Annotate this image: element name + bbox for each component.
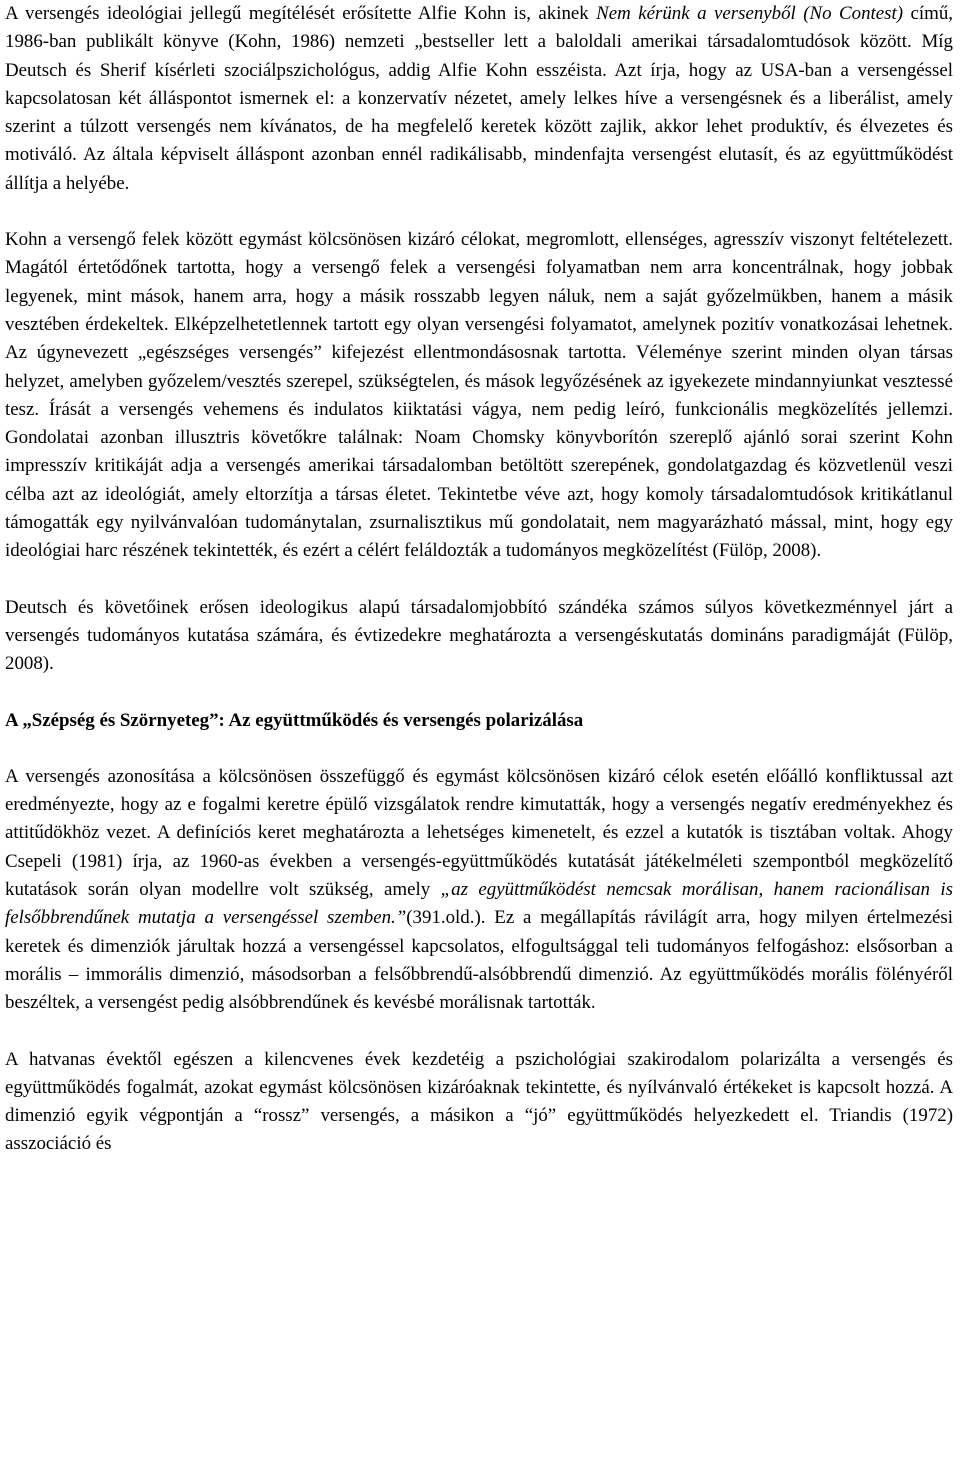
- paragraph-text: A versengés azonosítása a kölcsönösen összefüggő és egymást kölcsönösen kizáró célok esetén előálló konfliktussal azt eredményezte, hogy az e fogalmi keretre épülő vizsgálatok rendre kimutatták, hogy a versengés negatív eredményekhez és attitűdökhöz vezet. A definíciós keret meghatározta a lehetséges kimenetelt, és ezzel a kutatók is tisztában voltak. Ahogy Csepeli (1981) írja, az 1960-as években a versengés-együttműködés kutatását játékelméleti szempontból megközelítő kutatások során olyan modellre volt szükség, amely: [5, 765, 953, 901]
- paragraph-kohn-intro: [5, 0, 953, 198]
- paragraph-sixties: A hatvanas évektől egészen a kilencvenes évek kezdetéig a pszichológiai szakirodalom polarizálta a versengés és együttműködés fogalmát, azokat egymást kölcsönösen kizáróaknak tekintette, és nyílvánvaló értékeket is kapcsolt hozzá. A dimenzió egyik végpontján a “rossz” versengés, a másikon a “jó” együttműködés helyezkedett el. Triandis (1972) asszociáció és: [5, 1048, 953, 1155]
- quote: „az együttműködést nemcsak morálisan, hanem racionálisan is felsőbbrendűnek mutatja a versengéssel szemben.”: [5, 879, 954, 929]
- section-heading: A „Szépség és Szörnyeteg”: Az együttműködés és versengés polarizálása: [5, 709, 584, 731]
- paragraph-text: A versengés ideológiai jellegű megítélését erősítette Alfie Kohn is, akinek: [5, 3, 597, 24]
- paragraph-deutsch: Deutsch és követőinek erősen ideologikus alapú társadalomjobbító szándéka számos súlyos következménnyel járt a versengés tudományos kutatása számára, és évtizedekre meghatározta a versengéskutatás domináns paradigmáját (Fülöp, 2008).: [5, 596, 953, 675]
- paragraph-polarization: [5, 763, 953, 1018]
- paragraph-text: (391.old.). Ez a megállapítás rávilágít arra, hogy milyen értelmezési keretek és dimenziók járultak hozzá a versengéssel kapcsolatos, elfogultsággal teli tudományos felfogáshoz: elsősorban a morális – immorális dimenzió, másodsorban a felsőbbrendű-alsóbbrendű dimenzió. Az együttműködés morális fölényéről beszéltek, a versengést pedig alsóbbrendűnek és kevésbé morálisnak tartották.: [5, 907, 953, 1014]
- paragraph-text: című, 1986-ban publikált könyve (Kohn, 1986) nemzeti „bestseller lett a baloldali amerikai társadalomtudósok között. Míg Deutsch és Sherif kísérleti szociálpszichológus, addig Alfie Kohn esszéista. Azt írja, hogy az USA-ban a versengéssel kapcsolatosan két álláspontot ismernek el: a konzervatív nézetet, amely lelkes híve a versengésnek és a liberálist, amely szerint a túlzott versengés nem kívánatos, de ha megfelelő keretek között zajlik, akkor lehet produktív, és élvezetes és motiváló. Az általa képviselt álláspont azonban ennél radikálisabb, mindenfajta versengést elutasít, és az együttműködést állítja a helyébe.: [5, 3, 953, 194]
- paragraph-kohn-critique: Kohn a versengő felek között egymást kölcsönösen kizáró célokat, megromlott, ellenséges, agresszív viszonyt feltételezett. Magától értetődőnek tartotta, hogy a versengő felek a versengési folyamatban nem arra koncentrálnak, hogy jobbak legyenek, mint mások, hanem arra, hogy a másik rosszabb legyen náluk, nem a saját győzelmükben, hanem a másik vesztében érdekeltek. Elképzelhetetlennek tartott egy olyan versengési folyamatot, amelynek pozitív vonatkozásai lehetnek. Az úgynevezett „egészséges versengés” kifejezést ellentmondásosnak tartotta. Véleménye szerint minden olyan társas helyzet, amelyben győzelem/vesztés szerepel, szükségtelen, és mások legyőzésének az igyekezete mindannyiunkat vesztessé tesz. Írását a versengés vehemens és indulatos kiiktatási vágya, nem pedig leíró, funkcionális megközelítés jellemzi. Gondolatai azonban illusztris követőkre találnak: Noam Chomsky könyvborítón szereplő ajánló sorai szerint Kohn impresszív kritikáját adja a versengés amerikai társadalomban betöltött szerepének, gondolatgazdag és közvetlenül veszi célba azt az ideológiát, amely eltorzítja a társas életet. Tekintetbe véve azt, hogy komoly társadalomtudósok kritikátlanul támogatták egy nyilvánvalóan tudománytalan, zsurnalisztikus mű gondolatait, nem magyarázható mással, mint, hogy egy ideológiai harc részének tekintették, és ezért a célért feláldozták a tudományos megközelítést (Fülöp, 2008).: [5, 229, 953, 562]
- book-title: Nem kérünk a versenyből (No Contest): [596, 3, 904, 24]
